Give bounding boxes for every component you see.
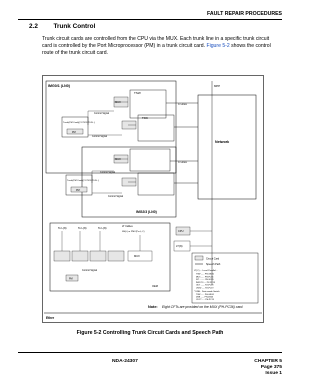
trunk-card-d <box>72 251 88 261</box>
lt-cables-label: LT Cables <box>122 225 133 228</box>
issue-label: Issue 1 <box>265 371 282 377</box>
img-group-top <box>46 81 176 173</box>
tsw-box-4 <box>138 173 174 195</box>
network-label: Network <box>215 140 230 144</box>
legend-codes <box>196 274 216 290</box>
trunk-card-e <box>90 251 106 261</box>
svg-text:DNE ...... PH-DS03: DNE ...... PH-DS03 <box>196 296 214 299</box>
legend-codes-2 <box>196 294 215 301</box>
trunk-card-c <box>54 251 70 261</box>
svg-text:SIT ......... PH-SC05: SIT ......... PH-SC05 <box>196 279 214 282</box>
ltc-range-label: SN(L) or PMC(Prs,L,C) <box>122 231 145 233</box>
section-title: Trunk Control <box>53 23 96 30</box>
img-bottom-label: IMG2/3 (LN0) <box>136 210 157 214</box>
network-box <box>198 95 256 199</box>
control-signal-3: Control Signal <box>100 171 116 174</box>
control-signal-1: Control Signal <box>94 112 110 115</box>
trunk-control-diagram <box>42 75 264 323</box>
svg-text:ODT ....... PZ-PC13: ODT ....... PZ-PC13 <box>196 284 214 287</box>
section-heading <box>29 23 95 30</box>
footer-rule <box>18 352 282 353</box>
svg-text:LKRD ..... PZ-PC19: LKRD ..... PZ-PC19 <box>196 287 214 290</box>
to-line-1: To L(N) <box>58 227 67 230</box>
running-header: FAULT REPAIR PROCEDURES <box>206 11 282 17</box>
body-text-1: Trunk circuit cards are controlled from the CPU via the MUX. Each trunk line in a specific trunk circuit card is controlled by the Port Microprocessor (PM) in a trunk circuit card. <box>42 36 270 49</box>
oem-label: OEM <box>152 285 158 288</box>
control-signal-5: Control Signal <box>82 269 98 272</box>
mpp-label: MPP <box>214 84 221 88</box>
tsw-top-label: TSW <box>134 91 141 95</box>
trunk-b-label: Trunk(PM Card)(COT/ODT/LN...) <box>67 180 100 182</box>
doc-number: NDA-24307 <box>112 359 138 364</box>
lt-label: LT(N) <box>176 245 183 248</box>
svg-text:CDCT ..... PH-PC13: CDCT ..... PH-PC13 <box>196 299 214 302</box>
to-line-3: To L(N) <box>98 227 107 230</box>
legend-note-hdr: LT(C) ... Local Parallel... <box>194 270 218 272</box>
svg-text:INFDTO .... PZ-PC13: INFDTO .... PZ-PC13 <box>196 281 215 284</box>
legend-circuit: Circuit Card <box>206 257 220 261</box>
trunk-a-label: Trunk(PM Card)(COT/ODT/LN...) <box>63 122 96 124</box>
trunk-card-f <box>108 251 124 261</box>
footer-right <box>254 359 282 378</box>
lc-lines-2: C Lines <box>178 161 187 164</box>
img-top-label: IMG0/1 (LN0) <box>48 84 70 88</box>
section-number: 2.2 <box>29 23 38 30</box>
legend-note-hdr2: * DNE : Data mode Switch <box>194 291 220 293</box>
svg-text:TSW ...... PH-GS0/1: TSW ...... PH-GS0/1 <box>196 294 215 296</box>
mux-pim-label: MUX <box>134 255 140 258</box>
ether-label: Ether <box>46 316 55 320</box>
mux-3-label: MUX <box>115 158 121 161</box>
legend-speech: Speech Path <box>206 263 221 266</box>
pm-a-label: PM <box>72 131 76 134</box>
header-rule <box>18 19 282 20</box>
tsw-box-3 <box>130 149 170 171</box>
note-text: Eight CFTs are provided on the MUX (PH-PC36) card. <box>162 305 244 309</box>
body-paragraph <box>42 36 280 56</box>
note-label: Note: <box>148 305 158 309</box>
tsw-2-label: TSW <box>142 117 148 120</box>
body-text-2: shows the control route of the trunk circuit card. <box>42 42 271 56</box>
to-line-2: To L(N) <box>78 227 87 230</box>
control-signal-4: Control Signal <box>108 195 124 198</box>
mux-top-label: MUX <box>115 101 121 104</box>
figure-caption: Figure 5-2 Controlling Trunk Circuit Cards and Speech Path <box>76 330 224 336</box>
svg-text:TSW ...... PH-GS0/1: TSW ...... PH-GS0/1 <box>196 273 215 276</box>
control-signal-2: Control Signal <box>92 135 108 138</box>
mux-links <box>114 102 136 182</box>
pm-pim-label: PM <box>69 277 73 281</box>
svg-text:MUX ...... PH-PC36: MUX ...... PH-PC36 <box>196 276 214 279</box>
lc-lines-1: C Lines <box>178 103 187 106</box>
mux-card-pim <box>128 251 152 261</box>
page-label: Page 375 <box>260 365 282 371</box>
figure-link[interactable]: Figure 5-2 <box>206 42 230 49</box>
chapter-label: CHAPTER 5 <box>254 359 282 364</box>
pm-b-label: PM <box>76 189 80 192</box>
cpu-label: CPU <box>178 230 184 233</box>
